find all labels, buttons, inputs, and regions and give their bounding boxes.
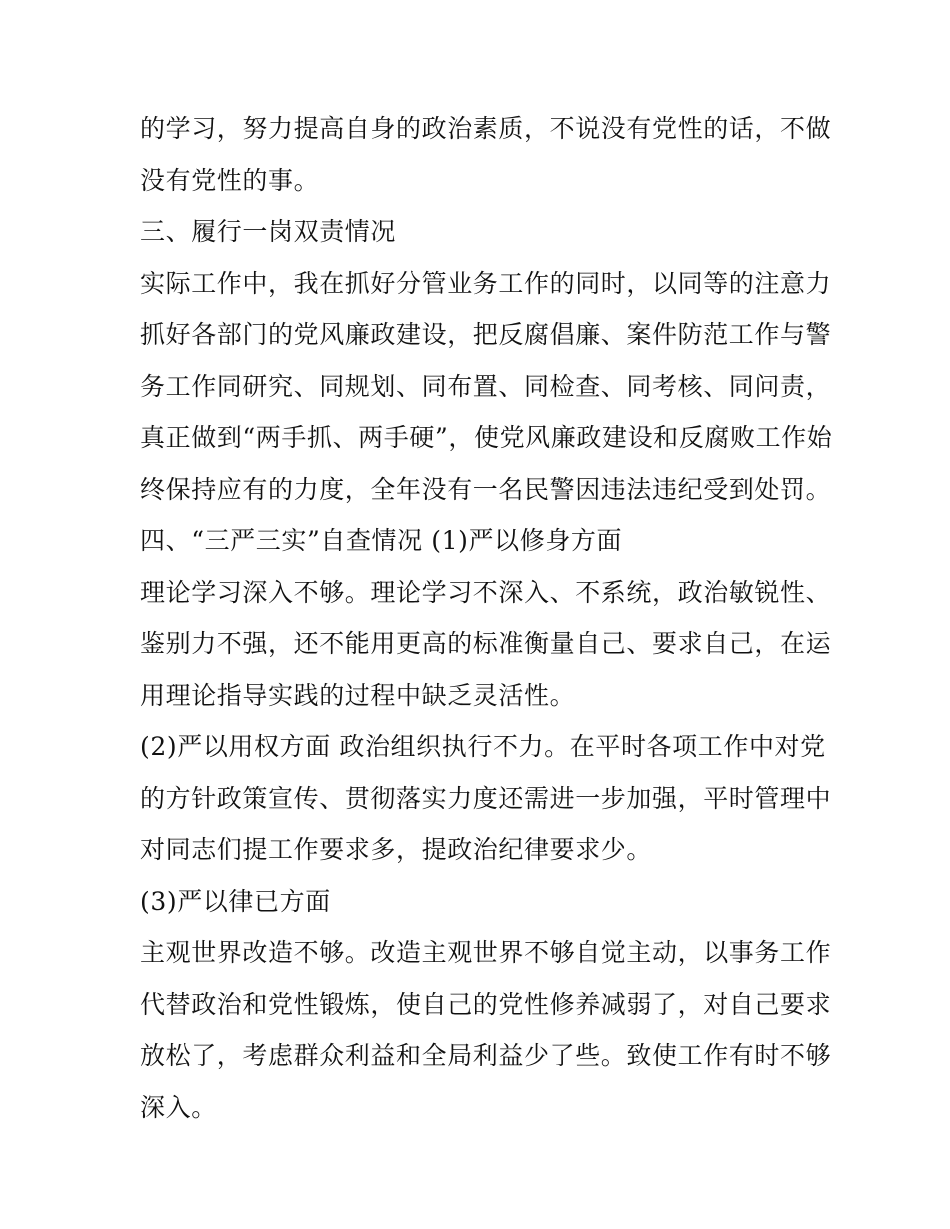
text-line: 的学习，努力提高自身的政治素质，不说没有党性的话，不做	[140, 114, 832, 143]
document-body	[140, 103, 833, 1133]
text-line: 终保持应有的力度，全年没有一名民警因违法违纪受到处罚。	[140, 474, 832, 504]
text-line: 务工作同研究、同规划、同布置、同检查、同考核、同问责，	[140, 371, 832, 401]
text-line: 代替政治和党性锻炼，使自己的党性修养减弱了，对自己要求	[140, 989, 832, 1019]
subsection-line: (2)严以用权方面 政治组织执行不力。在平时各项工作中对党	[140, 732, 826, 761]
text-line: 真正做到“两手抓、两手硬”，使党风廉政建设和反腐败工作始	[140, 423, 833, 452]
section-heading: 四、“三严三实”自查情况 (1)严以修身方面	[140, 526, 623, 555]
text-line: 实际工作中，我在抓好分管业务工作的同时，以同等的注意力	[140, 268, 832, 298]
text-line: 主观世界改造不够。改造主观世界不够自觉主动，以事务工作	[140, 938, 832, 967]
text-line: 对同志们提工作要求多，提政治纪律要求少。	[140, 835, 653, 864]
text-line: 抓好各部门的党风廉政建设，把反腐倡廉、案件防范工作与警	[140, 320, 832, 349]
text-line: 放松了，考虑群众利益和全局利益少了些。致使工作有时不够	[140, 1041, 832, 1070]
text-line: 鉴别力不强，还不能用更高的标准衡量自己、要求自己，在运	[140, 629, 832, 658]
text-line: 用理论指导实践的过程中缺乏灵活性。	[140, 680, 576, 710]
text-line: 没有党性的事。	[140, 165, 320, 195]
text-line: 理论学习深入不够。理论学习不深入、不系统，政治敏锐性、	[140, 577, 832, 607]
subsection-heading: (3)严以律已方面	[140, 886, 331, 916]
text-line: 的方针政策宣传、贯彻落实力度还需进一步加强，平时管理中	[140, 783, 832, 813]
section-heading: 三、履行一岗双责情况	[140, 217, 397, 246]
text-line: 深入。	[140, 1092, 217, 1122]
